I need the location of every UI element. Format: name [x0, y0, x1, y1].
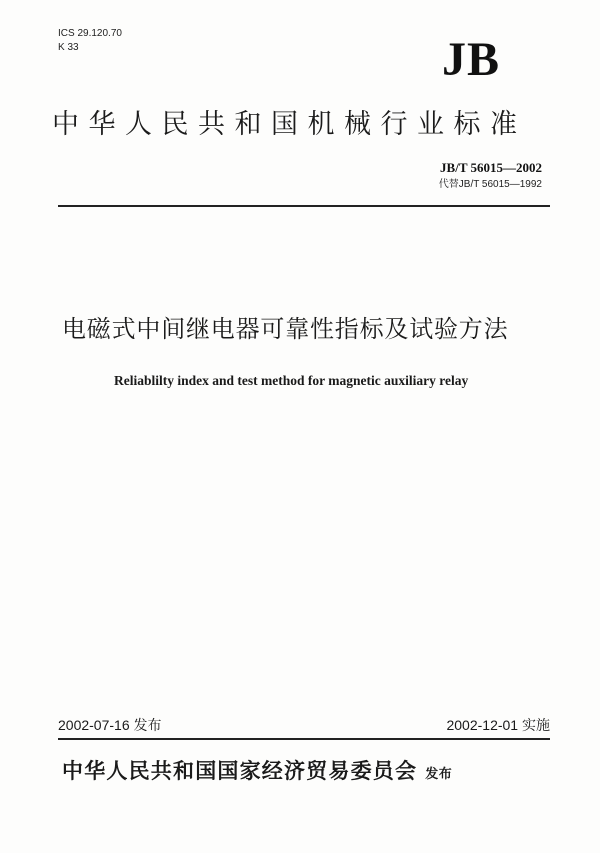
- standard-category-title: 中华人民共和国机械行业标准: [52, 109, 527, 140]
- issue-label: 发布: [133, 717, 162, 733]
- issuer-line: [62, 757, 452, 789]
- implement-label: 实施: [522, 717, 550, 733]
- top-divider: [58, 205, 550, 207]
- issue-date-line: [58, 716, 162, 734]
- implement-date-line: [446, 716, 550, 734]
- jb-logo: JB: [442, 33, 501, 86]
- issuer-action: 发布: [425, 767, 453, 782]
- classification-codes: [58, 27, 122, 55]
- bottom-divider: [58, 738, 550, 740]
- document-title-chinese: 电磁式中间继电器可靠性指标及试验方法: [62, 315, 509, 343]
- category-code: K 33: [58, 42, 79, 53]
- document-title-english: Reliablilty index and test method for magnetic auxiliary relay: [114, 373, 469, 388]
- issuer-name: 中华人民共和国国家经济贸易委员会: [62, 759, 418, 783]
- issue-date: 2002-07-16: [58, 717, 130, 733]
- implement-date: 2002-12-01: [446, 717, 519, 733]
- replaces-standard: 代替JB/T 56015—1992: [438, 179, 542, 190]
- standard-number: JB/T 56015—2002: [440, 160, 542, 175]
- ics-code: ICS 29.120.70: [58, 28, 122, 39]
